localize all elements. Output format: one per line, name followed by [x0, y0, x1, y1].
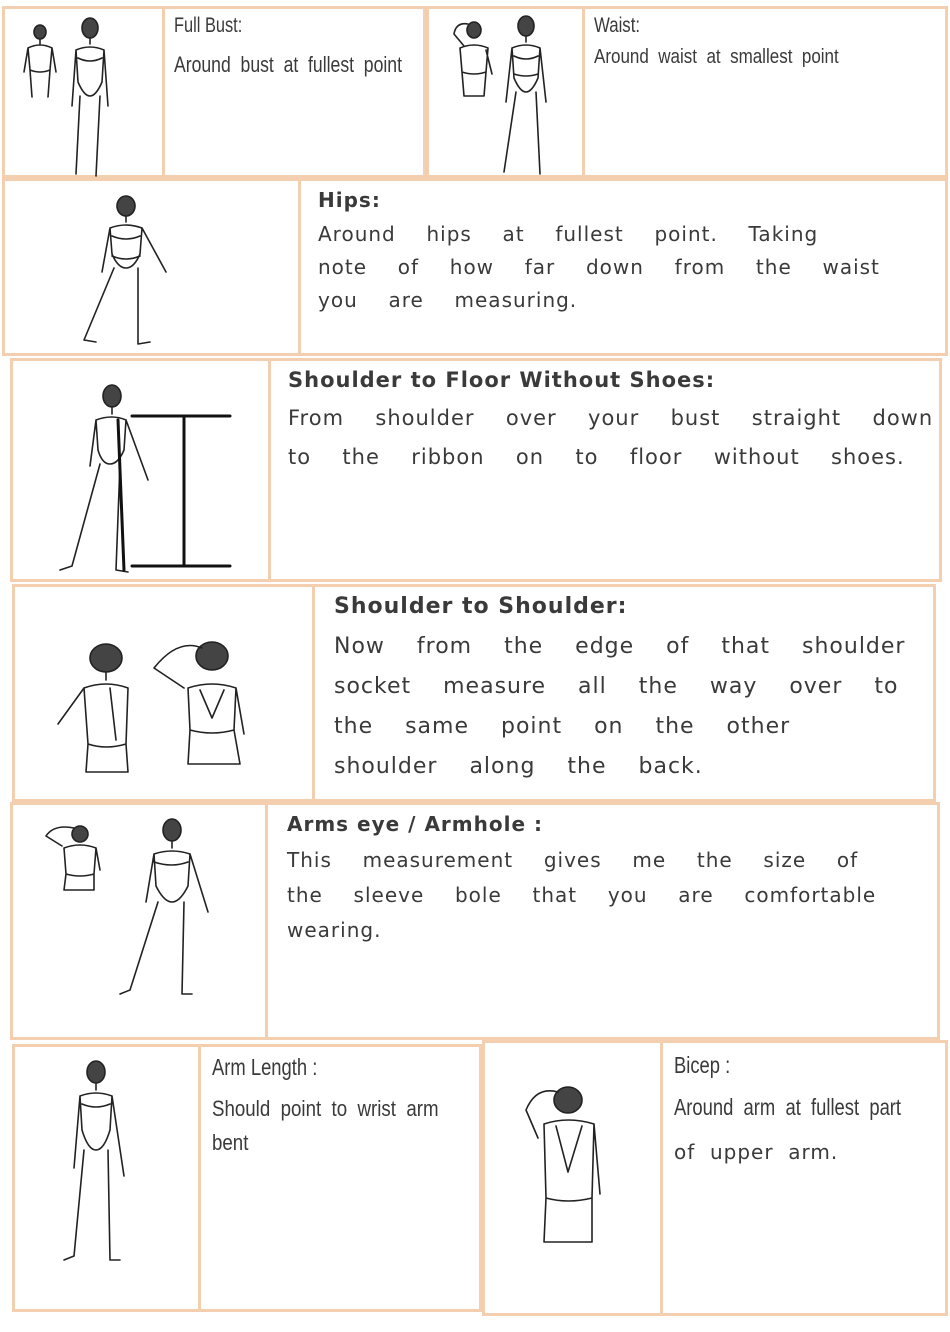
waist-title: Waist: — [594, 14, 641, 37]
figure-front-icon — [116, 816, 216, 996]
hips-line-1: Around hips at fullest point. Taking — [318, 222, 819, 246]
hips-title: Hips: — [318, 188, 381, 212]
figure-pose-icon — [42, 822, 104, 894]
shoulder-shoulder-line-4: shoulder along the back. — [334, 754, 703, 779]
figure-back-icon — [520, 1082, 606, 1246]
full-bust-title: Full Bust: — [174, 14, 243, 37]
shoulder-floor-title: Shoulder to Floor Without Shoes: — [288, 368, 716, 392]
armhole-title: Arms eye / Armhole : — [287, 812, 543, 836]
hips-divider — [298, 178, 301, 356]
hips-line-2: note of how far down from the waist — [318, 255, 880, 279]
bicep-line-1: Around arm at fullest part — [674, 1094, 902, 1120]
arm-length-divider — [198, 1044, 201, 1312]
figure-front-icon — [500, 12, 552, 176]
shoulder-floor-divider — [268, 358, 271, 582]
figure-back-icon — [148, 638, 260, 774]
arm-length-title: Arm Length : — [212, 1054, 318, 1080]
waist-line-1: Around waist at smallest point — [594, 46, 839, 68]
bicep-line-2: of upper arm. — [674, 1140, 839, 1164]
bicep-divider — [660, 1040, 663, 1316]
figure-front-icon — [66, 14, 114, 178]
shoulder-shoulder-line-2: socket measure all the way over to — [334, 674, 899, 699]
shoulder-shoulder-divider — [312, 584, 315, 802]
full-bust-divider — [162, 6, 165, 178]
armhole-divider — [265, 802, 268, 1040]
figure-pose-icon — [78, 192, 178, 350]
figure-front-icon — [60, 1058, 132, 1264]
figure-back-icon — [22, 22, 62, 102]
shoulder-shoulder-line-1: Now from the edge of that shoulder — [334, 634, 906, 659]
shoulder-floor-line-1: From shoulder over your bust straight down — [288, 406, 934, 430]
waist-divider — [582, 6, 585, 178]
measuring-frame-icon — [58, 380, 238, 576]
arm-length-line-1: Should point to wrist arm — [212, 1096, 439, 1121]
figure-pose-icon — [450, 16, 496, 102]
hips-line-3: you are measuring. — [318, 288, 578, 312]
armhole-line-3: wearing. — [287, 918, 382, 942]
bicep-title: Bicep : — [674, 1052, 731, 1078]
arm-length-line-2: bent — [212, 1130, 249, 1155]
shoulder-floor-line-2: to the ribbon on to floor without shoes. — [288, 445, 905, 469]
figure-back-icon — [56, 640, 146, 776]
full-bust-line-1: Around bust at fullest point — [174, 52, 402, 77]
armhole-line-2: the sleeve bole that you are comfortable — [287, 883, 877, 907]
shoulder-shoulder-title: Shoulder to Shoulder: — [334, 594, 628, 619]
armhole-line-1: This measurement gives me the size of — [287, 848, 859, 872]
shoulder-shoulder-line-3: the same point on the other — [334, 714, 791, 739]
